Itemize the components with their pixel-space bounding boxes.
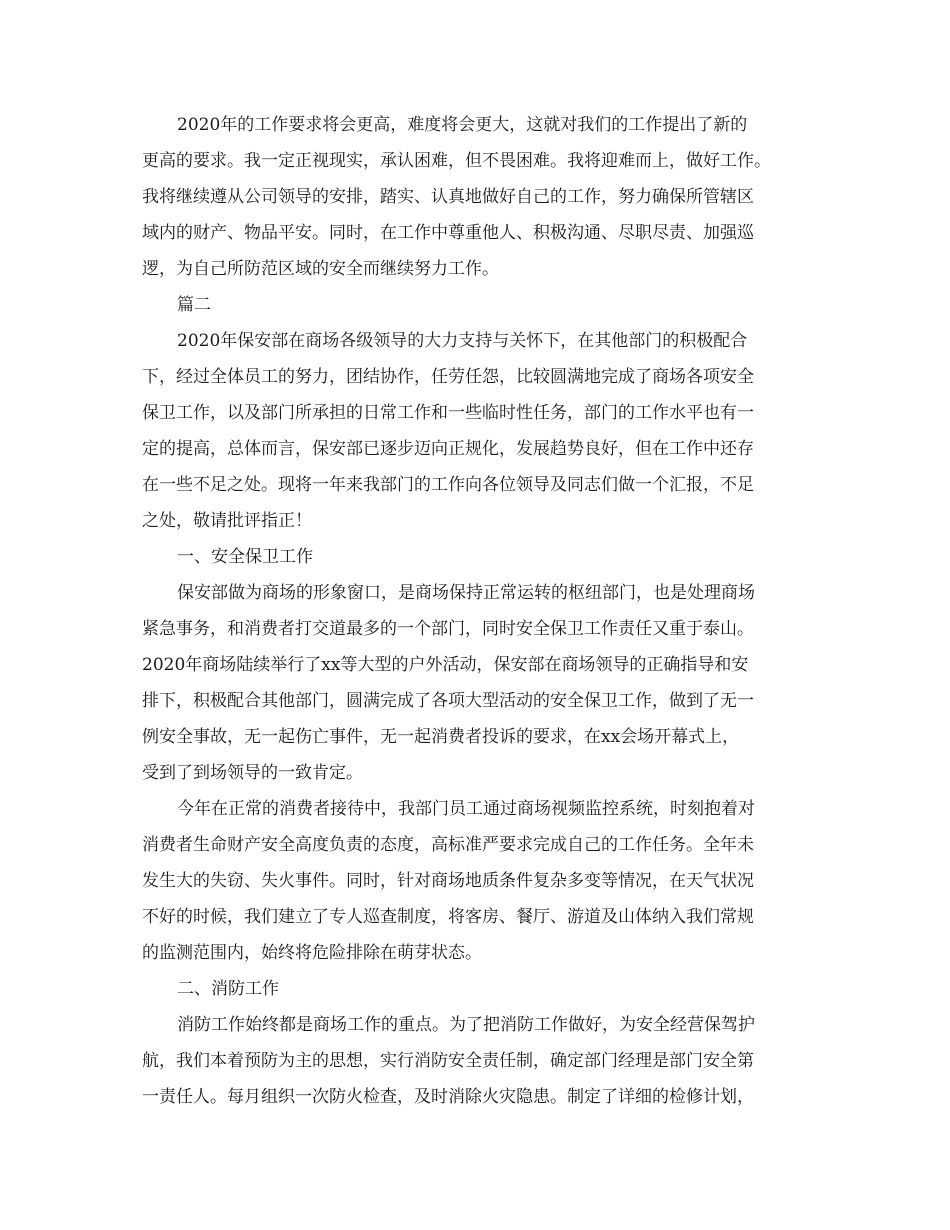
paragraph-line: 之处，敬请批评指正！: [142, 511, 312, 531]
paragraph-line: 我将继续遵从公司领导的安排，踏实、认真地做好自己的工作，努力确保所管辖区: [142, 187, 754, 207]
paragraph-line: 今年在正常的消费者接待中，我部门员工通过商场视频监控系统，时刻抱着对: [177, 799, 755, 819]
paragraph-line: 紧急事务，和消费者打交道最多的一个部门，同时安全保卫工作责任又重于泰山。: [142, 619, 754, 639]
section-heading: 二、消防工作: [177, 979, 279, 999]
paragraph-line: 更高的要求。我一定正视现实，承认困难，但不畏困难。我将迎难而上，做好工作。: [142, 151, 771, 171]
paragraph-line: 不好的时候，我们建立了专人巡查制度，将客房、餐厅、游道及山体纳入我们常规: [142, 907, 754, 927]
paragraph-line: 受到了到场领导的一致肯定。: [142, 763, 363, 783]
paragraph-line: 航，我们本着预防为主的思想，实行消防安全责任制，确定部门经理是部门安全第: [142, 1051, 754, 1071]
paragraph-line: 排下，积极配合其他部门，圆满完成了各项大型活动的安全保卫工作，做到了无一: [142, 691, 754, 711]
paragraph-line: 的监测范围内，始终将危险排除在萌芽状态。: [142, 943, 482, 963]
paragraph-line: 保安部做为商场的形象窗口，是商场保持正常运转的枢纽部门，也是处理商场: [177, 583, 755, 603]
paragraph-line: 2020年的工作要求将会更高，难度将会更大，这就对我们的工作提出了新的: [177, 115, 748, 135]
paragraph-line: 2020年商场陆续举行了xx等大型的户外活动，保安部在商场领导的正确指导和安: [142, 655, 749, 675]
paragraph-line: 消费者生命财产安全高度负责的态度，高标准严要求完成自己的工作任务。全年未: [142, 835, 754, 855]
paragraph-line: 消防工作始终都是商场工作的重点。为了把消防工作做好，为安全经营保驾护: [177, 1015, 755, 1035]
paragraph-line: 域内的财产、物品平安。同时，在工作中尊重他人、积极沟通、尽职尽责、加强巡: [142, 223, 754, 243]
paragraph-line: 定的提高，总体而言，保安部已逐步迈向正规化，发展趋势良好，但在工作中还存: [142, 439, 754, 459]
paragraph-line: 逻，为自己所防范区域的安全而继续努力工作。: [142, 259, 499, 279]
section-heading: 篇二: [177, 295, 211, 315]
paragraph-line: 一责任人。每月组织一次防火检查，及时消除火灾隐患。制定了详细的检修计划，: [142, 1087, 754, 1107]
paragraph-line: 2020年保安部在商场各级领导的大力支持与关怀下，在其他部门的积极配合: [177, 331, 748, 351]
paragraph-line: 在一些不足之处。现将一年来我部门的工作向各位领导及同志们做一个汇报，不足: [142, 475, 754, 495]
paragraph-line: 发生大的失窃、失火事件。同时，针对商场地质条件复杂多变等情况，在天气状况: [142, 871, 754, 891]
paragraph-line: 下，经过全体员工的努力，团结协作，任劳任怨，比较圆满地完成了商场各项安全: [142, 367, 754, 387]
paragraph-line: 例安全事故，无一起伤亡事件，无一起消费者投诉的要求，在xx会场开幕式上，: [142, 727, 740, 747]
paragraph-line: 保卫工作，以及部门所承担的日常工作和一些临时性任务，部门的工作水平也有一: [142, 403, 754, 423]
section-heading: 一、安全保卫工作: [177, 547, 313, 567]
